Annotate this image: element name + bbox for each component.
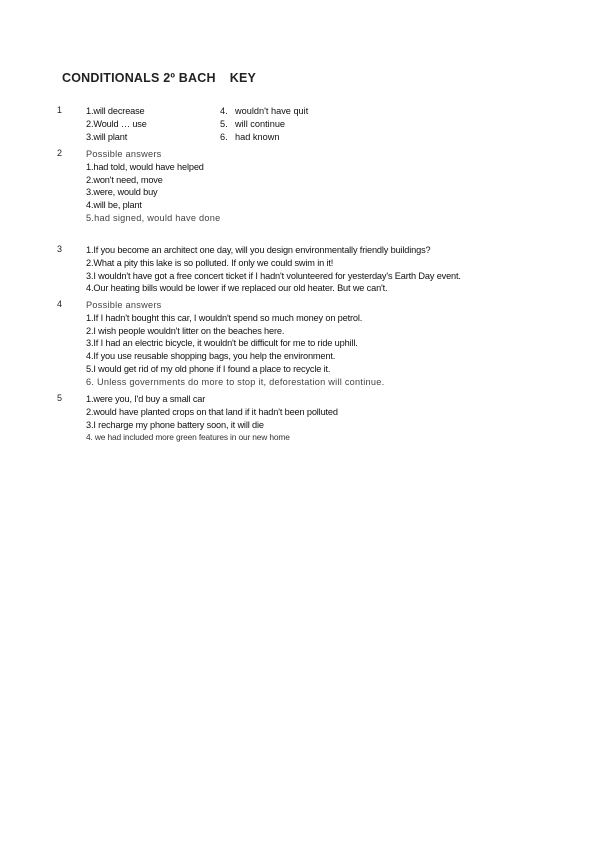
section-subheading: Possible answers [86, 300, 162, 310]
answer-line: 4.Our heating bills would be lower if we replaced our old heater. But we can't. [86, 283, 388, 294]
answer-line: 1.were you, I'd buy a small car [86, 394, 206, 404]
answer-line: 5.I would get rid of my old phone if I found a place to recycle it. [86, 363, 331, 374]
answer-line: 4.will be, plant [86, 200, 142, 211]
exercise-number: 5 [57, 393, 63, 403]
exercise-3-lines [86, 244, 461, 295]
answer-line: 2.would have planted crops on that land if it hadn't been polluted [86, 406, 338, 417]
answer-line: 4.If you use reusable shopping bags, you help the environment. [86, 351, 336, 362]
exercise-1-col1 [86, 105, 147, 143]
exercise-1-col2 [220, 105, 308, 143]
exercise-2-lines [86, 148, 220, 225]
answer-line: 3.I wouldn't have got a free concert ticket if I hadn't volunteered for yesterday's Earth Day event. [86, 270, 461, 281]
answer-line: 2.won't need, move [86, 174, 163, 185]
answer-line: 3.If I had an electric bicycle, it wouldn't be difficult for me to ride uphill. [86, 338, 358, 349]
answer-line: 3.were, would buy [86, 187, 158, 198]
title-key: KEY [229, 71, 257, 85]
exercise-number: 4 [57, 299, 63, 309]
answer-line: 2.Would … use [86, 118, 147, 129]
answer-line: 5.had signed, would have done [86, 212, 221, 223]
answer-line: 6. Unless governments do more to stop it, deforestation will continue. [86, 376, 385, 387]
exercise-5-lines [86, 393, 338, 444]
answer-line: 6. had known [220, 131, 280, 142]
answer-line: 3.I recharge my phone battery soon, it will die [86, 419, 264, 430]
answer-line: 2.I wish people wouldn't litter on the beaches here. [86, 325, 285, 336]
exercise-number: 1 [57, 105, 63, 115]
section-subheading: Possible answers [86, 149, 162, 159]
answer-line: 4. wouldn't have quit [220, 106, 309, 116]
answer-line: 4. we had included more green features in our new home [86, 432, 290, 443]
exercise-number: 3 [57, 244, 63, 254]
answer-line: 1.If you become an architect one day, will you design environmentally friendly buildings? [86, 245, 431, 255]
answer-line: 1.If I hadn't bought this car, I wouldn't spend so much money on petrol. [86, 312, 363, 323]
answer-line: 2.What a pity this lake is so polluted. If only we could swim in it! [86, 257, 334, 268]
answer-line: 1.had told, would have helped [86, 161, 204, 172]
answer-line: 1.will decrease [86, 106, 145, 116]
answer-line: 3.will plant [86, 131, 128, 142]
title-text: CONDITIONALS 2º BACH [62, 71, 216, 85]
page-title [62, 71, 256, 85]
exercise-4-lines [86, 299, 384, 389]
answer-line: 5. will continue [220, 118, 286, 129]
exercise-number: 2 [57, 148, 63, 158]
